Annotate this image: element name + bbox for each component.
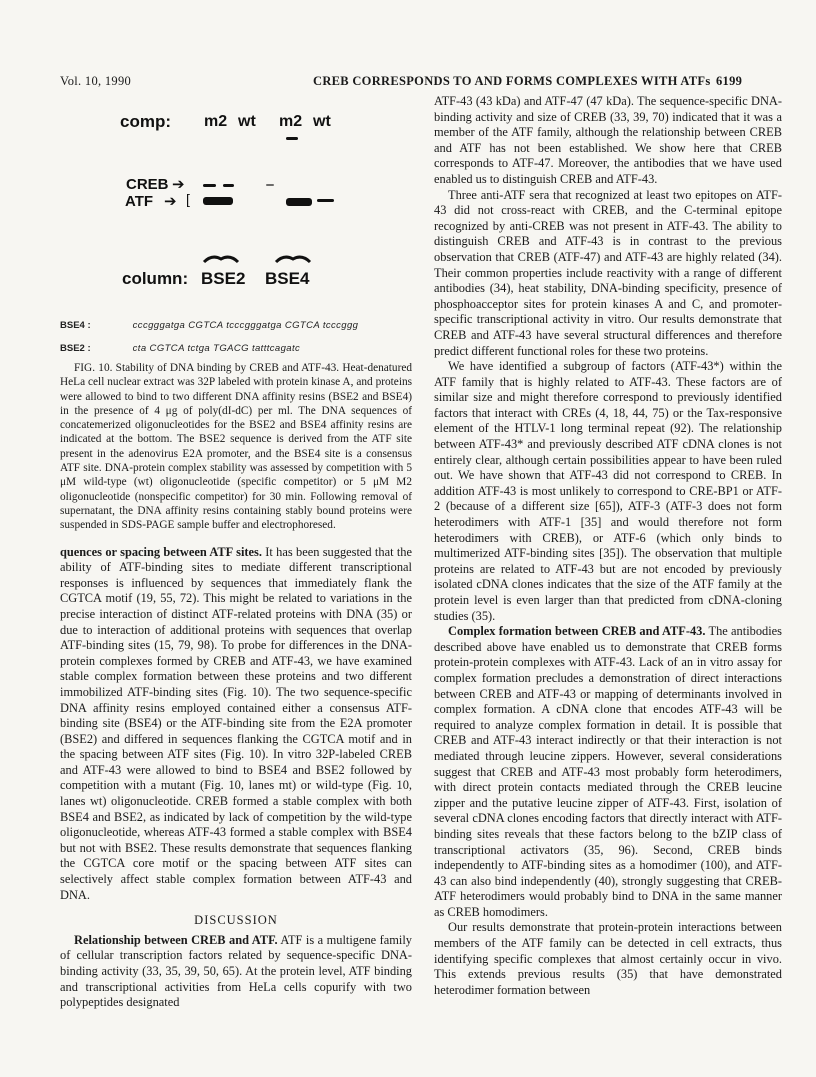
- lane-label-2: wt: [238, 113, 256, 130]
- paragraph: ATF-43 (43 kDa) and ATF-47 (47 kDa). The sequence-specific DNA-binding activity and size of CREB (33, 39, 70) indicated that it was a member of the ATF family, although the relationship between CREB and ATF has not been established. We show here that CREB corresponds to ATF-47. Moreover, the antibodies that we have used enabled us to distinguish CREB and ATF-43.: [434, 94, 782, 186]
- gel-artifact: [286, 137, 298, 140]
- sequence-name: BSE2 :: [60, 343, 91, 354]
- column-label: column:: [122, 269, 189, 288]
- sequence-name: BSE4 :: [60, 320, 91, 331]
- paragraph: [434, 624, 782, 920]
- paragraph: Three anti-ATF sera that recognized at least two epitopes on ATF-43 did not cross-react with CREB, and the C-terminal epitope recognized by anti-CREB was not present in ATF-43. The ability to distinguish CREB and ATF-43 is in contrast to the previous observation that CREB (ATF-47) and ATF-43 are highly related (34). Their common properties include reactivity with a range of different antibodies (34), heat stability, DNA-binding specificity, presence of phosphoacceptor sites for protein kinases A and C, and promoter-specific transcriptional activity in vitro. Our results demonstrate that CREB and ATF-43 have several structural differences and therefore predict different functional roles for these two proteins.: [434, 187, 782, 358]
- paragraph-text: ATF is a multigene family of cellular transcription factors related by sequence-specific DNA-binding activity (33, 35, 39, 50, 65). At the protein level, ATF binding and transcriptional activities from HeLa cells copurify with two polypeptides designated: [60, 932, 412, 1010]
- column-bse2: BSE2: [201, 269, 246, 288]
- column-brace-icon: [200, 252, 350, 266]
- creb-arrow-icon: ➔: [172, 176, 185, 193]
- section-title-discussion: DISCUSSION: [194, 913, 278, 928]
- creb-band-lane2: [223, 184, 234, 187]
- atf-band-lane1: [203, 197, 233, 205]
- figure-10-gel: [60, 100, 420, 350]
- comp-label: comp:: [120, 112, 171, 131]
- running-header-title: CREB CORRESPONDS TO AND FORMS COMPLEXES WITH ATFs: [313, 74, 711, 88]
- left-column: [60, 361, 412, 1011]
- creb-band-lane1: [203, 184, 216, 187]
- creb-band-lane3: [266, 184, 274, 186]
- run-in-heading: Relationship between CREB and ATF.: [74, 932, 278, 947]
- right-column: [434, 94, 782, 998]
- lane-label-4: wt: [313, 113, 331, 130]
- paragraph: [60, 545, 412, 904]
- lane-label-3: m2: [279, 113, 303, 130]
- atf-arrow-icon: ➔: [164, 193, 177, 210]
- figure-caption: FIG. 10. Stability of DNA binding by CREB and ATF-43. Heat-denatured HeLa cell nuclear extract was 32P labeled with protein kinase A, and proteins were allowed to bind to two different DNA affinity resins (BSE2 and BSE4) in the presence of 4 μg of poly(dI-dC) per ml. The DNA sequences of concatemerized oligonucleotides for the BSE2 and BSE4 affinity resins are indicated at the bottom. The BSE2 sequence is derived from the ATF site present in the adenovirus E2A promoter, and the BSE4 site is a consensus ATF site. DNA-protein complex stability was assessed by competition with 5 μM wild-type (wt) oligonucleotide (specific competitor) or 5 μM M2 oligonucleotide (nonspecific competitor) for 30 min. Following removal of supernatant, the DNA affinity resins containing stably bound proteins were suspended in SDS-PAGE sample buffer and electrophoresed.: [60, 362, 412, 532]
- paragraph-text: The antibodies described above have enabled us to demonstrate that CREB forms protein-protein complexes with ATF-43. Lack of an in vitro assay for complex formation precludes a demonstration of direct interactions between CREB and ATF-43 or mapping of determinants involved in complex formation. A cDNA clone that encodes ATF-43 will be required to analyze complex formation in detail. It is possible that CREB and ATF-43 interact indirectly or that their interaction is not mediated through leucine zippers. However, several considerations suggest that CREB and ATF-43 most probably form heterodimers, with direct protein contacts mediated through the CREB leucine zipper and the putative leucine zipper of ATF-43. First, isolation of several cDNA clones encoding factors that directly interact with ATF-binding sites reveals that these factors belong to the bZIP class of transcriptional activators (35, 96). Second, CREB binds independently to ATF-binding sites as a homodimer (100), and ATF-43 can also bind independently (40), strongly suggesting that CREB-ATF heterodimers would probably bind to DNA in the same manner as CREB homodimers.: [434, 624, 782, 919]
- paragraph-text: It has been suggested that the ability of ATF-binding sites to mediate different transcriptional responses is influenced by sequences that immediately flank the CGTCA motif (19, 55, 72). This might be related to variations in the precise interaction of distinct ATF-related proteins with DNA (35) or due to interaction of additional proteins with sequences that overlap ATF-binding sites (15, 79, 98). To probe for differences in the DNA-protein complexes formed by CREB and ATF-43, we have examined stable complex formation between these proteins and two different immobilized ATF-binding sites (Fig. 10). The two sequence-specific DNA affinity resins employed contained either a consensus ATF-binding site (BSE4) or the ATF-binding site from the E2A promoter (BSE2) and differed in sequences flanking the CGTCA motif and in the spacing between ATF sites (Fig. 10). In vitro 32P-labeled CREB and ATF-43 were allowed to bind to BSE4 and BSE2 followed by competition with a mutant (Fig. 10, lanes mt) or wild-type (Fig. 10, lanes wt) oligonucleotide. CREB formed a stable complex with both BSE4 and BSE2, as indicated by lack of competition by the wild-type oligonucleotide, whereas ATF-43 formed a stable complex with BSE4 but not with BSE2. These results demonstrate that sequences flanking the CGTCA core motif or the spacing between ATF sites can selectively affect stable complex formation between ATF-43 and DNA.: [60, 544, 412, 902]
- bracket-mark: [: [186, 191, 190, 207]
- sequence-row-bse2: [60, 343, 300, 354]
- run-in-heading: quences or spacing between ATF sites.: [60, 544, 262, 559]
- atf-band-lane4: [317, 199, 334, 202]
- paragraph: We have identified a subgroup of factors (ATF-43*) within the ATF family that is highly related to ATF-43. These factors are of similar size and might therefore correspond to previously identified factors that interact with CREs (4, 18, 44, 75) or the Tax-responsive element of the HTLV-1 long terminal repeat (92). The relationship between ATF-43* and previously described ATF cDNA clones is not entirely clear, although certain possibilities appear to have been ruled out. We have shown that ATF-43 did not correspond to CREB. In addition ATF-43 is most unlikely to correspond to CRE-BP1 or ATF-2 (because of a different size [65]), ATF-3 (ATF-3 does not form heterodimers with ATF-1 [35] and would therefore not form heterodimers with CREB), or ATF-6 (which only binds to multimerized ATF-binding sites [35]). The observation that multiple proteins are related to ATF-43 but are not encoded by previously isolated cDNA clones indicates that the size of the ATF family at the protein level is even larger than that predicted from cDNA-cloning studies (35).: [434, 359, 782, 623]
- atf-label: ATF: [125, 193, 154, 210]
- sequence-text: cccgggatga CGTCA tcccgggatga CGTCA tcccggg: [132, 320, 359, 331]
- lane-label-1: m2: [204, 113, 228, 130]
- atf-band-lane3: [286, 198, 312, 206]
- creb-label: CREB: [126, 176, 169, 193]
- paragraph: Our results demonstrate that protein-protein interactions between members of the ATF family can be detected in cell extracts, thus identifying specific complexes that almost certainly occur in vivo. This extends previous results (35) that have demonstrated heterodimer formation between: [434, 920, 782, 997]
- page-number: 6199: [716, 74, 743, 88]
- running-header-volume: Vol. 10, 1990: [60, 74, 132, 88]
- run-in-heading: Complex formation between CREB and ATF-43.: [448, 624, 706, 639]
- paragraph: [60, 933, 412, 1011]
- sequence-text: cta CGTCA tctga TGACG tatttcagatc: [132, 343, 301, 354]
- column-bse4: BSE4: [265, 269, 310, 288]
- sequence-row-bse4: [60, 320, 358, 331]
